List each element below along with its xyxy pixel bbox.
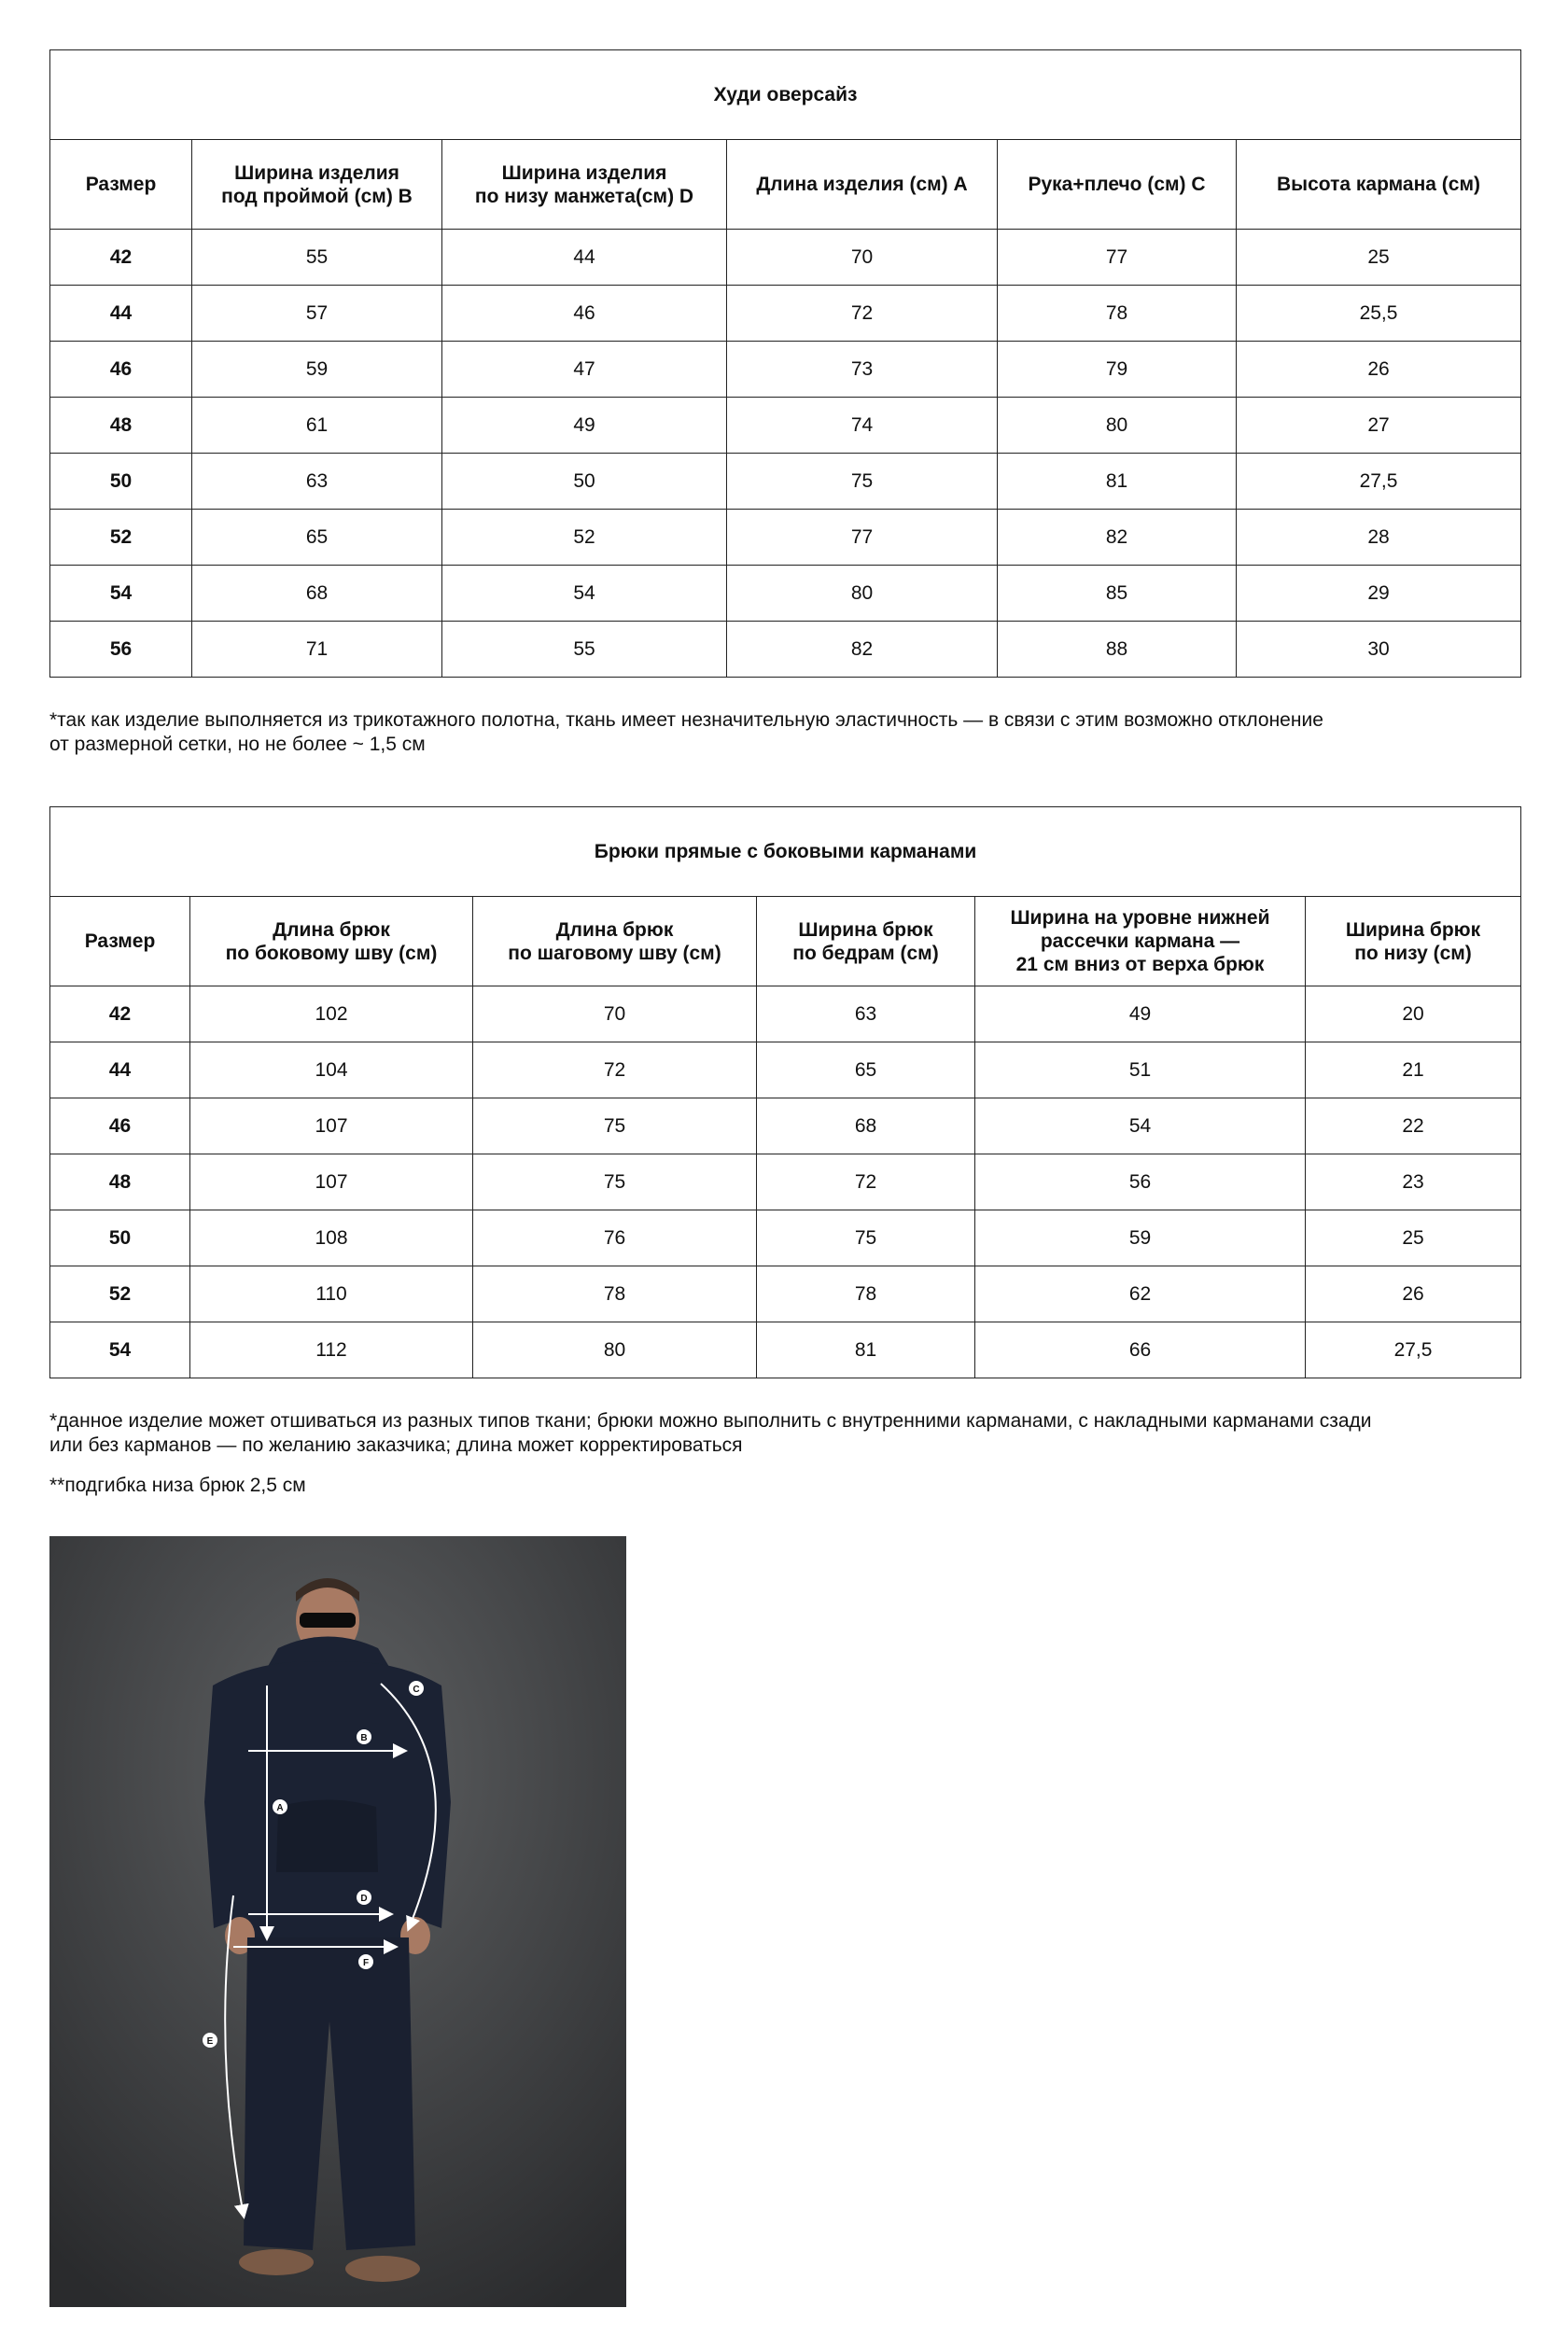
measurement-cell: 75 (757, 1210, 975, 1266)
measurement-cell: 80 (998, 398, 1237, 454)
measurement-cell: 49 (442, 398, 727, 454)
header-cell: Ширина изделия по низу манжета(см) D (442, 140, 727, 230)
measurement-cell: 46 (442, 286, 727, 342)
size-cell: 44 (50, 1042, 190, 1098)
measurement-cell: 72 (727, 286, 998, 342)
measurement-cell: 59 (975, 1210, 1306, 1266)
measurement-cell: 65 (757, 1042, 975, 1098)
measurement-cell: 54 (975, 1098, 1306, 1154)
measurement-cell: 28 (1237, 510, 1521, 566)
measurement-cell: 25 (1237, 230, 1521, 286)
measurement-cell: 61 (192, 398, 442, 454)
marker-a: A (276, 1803, 284, 1813)
size-cell: 46 (50, 342, 192, 398)
measurement-cell: 68 (192, 566, 442, 622)
header-cell: Ширина изделия под проймой (см) B (192, 140, 442, 230)
header-cell: Рука+плечо (см) C (998, 140, 1237, 230)
measurement-cell: 68 (757, 1098, 975, 1154)
model-measurement-photo (49, 1536, 626, 2307)
hoodie-table-row (50, 454, 1521, 510)
measurement-cell: 85 (998, 566, 1237, 622)
measurement-cell: 27,5 (1306, 1322, 1521, 1378)
pants-table-row (50, 1154, 1521, 1210)
size-cell: 42 (50, 986, 190, 1042)
hoodie-table-row (50, 342, 1521, 398)
measurement-cell: 102 (190, 986, 473, 1042)
measurement-cell: 81 (998, 454, 1237, 510)
measurement-cell: 63 (757, 986, 975, 1042)
measurement-cell: 62 (975, 1266, 1306, 1322)
pants-table-row (50, 1266, 1521, 1322)
measurement-cell: 75 (727, 454, 998, 510)
header-cell: Размер (50, 140, 192, 230)
measurement-cell: 26 (1237, 342, 1521, 398)
measurement-cell: 112 (190, 1322, 473, 1378)
measurement-cell: 82 (727, 622, 998, 678)
measurement-cell: 78 (757, 1266, 975, 1322)
measurement-cell: 110 (190, 1266, 473, 1322)
pants-footnote: *данное изделие может отшиваться из разных типов ткани; брюки можно выполнить с внутренними карманами, с накладными карманами сзади или без карманов — по желанию заказчика; длина может корректироваться (49, 1410, 1372, 1456)
size-cell: 54 (50, 566, 192, 622)
measurement-cell: 104 (190, 1042, 473, 1098)
hoodie-table-title: Худи оверсайз (50, 50, 1521, 140)
hoodie-table-row (50, 622, 1521, 678)
measurement-cell: 51 (975, 1042, 1306, 1098)
header-cell: Длина брюк по боковому шву (см) (190, 897, 473, 986)
measurement-cell: 72 (473, 1042, 757, 1098)
marker-e: E (206, 2036, 214, 2047)
hoodie-size-table (49, 49, 1521, 678)
measurement-cell: 29 (1237, 566, 1521, 622)
measurement-cell: 23 (1306, 1154, 1521, 1210)
measurement-cell: 30 (1237, 622, 1521, 678)
hoodie-header-row (50, 140, 1521, 230)
measurement-cell: 78 (998, 286, 1237, 342)
measurement-cell: 49 (975, 986, 1306, 1042)
size-cell: 52 (50, 1266, 190, 1322)
pants-size-table (49, 806, 1521, 1378)
hoodie-table-row (50, 398, 1521, 454)
measurement-cell: 65 (192, 510, 442, 566)
marker-b: B (360, 1733, 368, 1743)
marker-c: C (413, 1685, 420, 1695)
measurement-cell: 75 (473, 1098, 757, 1154)
measurement-cell: 52 (442, 510, 727, 566)
pants-table-title: Брюки прямые с боковыми карманами (50, 807, 1521, 897)
header-cell: Ширина на уровне нижней рассечки кармана — 21 см вниз от верха брюк (975, 897, 1306, 986)
size-cell: 48 (50, 1154, 190, 1210)
measurement-cell: 50 (442, 454, 727, 510)
measurement-cell: 22 (1306, 1098, 1521, 1154)
pants-table-row (50, 1098, 1521, 1154)
measurement-cell: 77 (727, 510, 998, 566)
sunglasses-icon (300, 1613, 356, 1628)
size-cell: 56 (50, 622, 192, 678)
header-cell: Высота кармана (см) (1237, 140, 1521, 230)
measurement-cell: 72 (757, 1154, 975, 1210)
measurement-cell: 59 (192, 342, 442, 398)
measurement-cell: 108 (190, 1210, 473, 1266)
measurement-cell: 76 (473, 1210, 757, 1266)
marker-f: F (362, 1958, 370, 1968)
hoodie-table-row (50, 230, 1521, 286)
measurement-cell: 79 (998, 342, 1237, 398)
pants-table-row (50, 986, 1521, 1042)
measurement-cell: 80 (473, 1322, 757, 1378)
pants-header-row (50, 897, 1521, 986)
measurement-cell: 56 (975, 1154, 1306, 1210)
measurement-cell: 27,5 (1237, 454, 1521, 510)
hem-footnote: **подгибка низа брюк 2,5 см (49, 1475, 306, 1496)
size-cell: 42 (50, 230, 192, 286)
measurement-cell: 27 (1237, 398, 1521, 454)
measurement-cell: 25 (1306, 1210, 1521, 1266)
marker-d: D (360, 1894, 368, 1904)
measurement-cell: 70 (727, 230, 998, 286)
measurement-cell: 26 (1306, 1266, 1521, 1322)
size-cell: 50 (50, 1210, 190, 1266)
measurement-cell: 88 (998, 622, 1237, 678)
hoodie-table-row (50, 286, 1521, 342)
header-cell: Длина брюк по шаговому шву (см) (473, 897, 757, 986)
size-cell: 46 (50, 1098, 190, 1154)
pants-table-row (50, 1210, 1521, 1266)
measurement-cell: 20 (1306, 986, 1521, 1042)
measurement-cell: 25,5 (1237, 286, 1521, 342)
measurement-cell: 47 (442, 342, 727, 398)
measurement-cell: 57 (192, 286, 442, 342)
measurement-cell: 71 (192, 622, 442, 678)
size-cell: 52 (50, 510, 192, 566)
pants-table-row (50, 1322, 1521, 1378)
size-cell: 48 (50, 398, 192, 454)
hoodie-table-row (50, 510, 1521, 566)
measurement-cell: 107 (190, 1098, 473, 1154)
measurement-cell: 44 (442, 230, 727, 286)
measurement-cell: 21 (1306, 1042, 1521, 1098)
measurement-cell: 81 (757, 1322, 975, 1378)
size-cell: 54 (50, 1322, 190, 1378)
size-cell: 44 (50, 286, 192, 342)
header-cell: Ширина брюк по низу (см) (1306, 897, 1521, 986)
measurement-cell: 75 (473, 1154, 757, 1210)
measurement-cell: 63 (192, 454, 442, 510)
header-cell: Размер (50, 897, 190, 986)
pants-table-row (50, 1042, 1521, 1098)
header-cell: Ширина брюк по бедрам (см) (757, 897, 975, 986)
measurement-cell: 73 (727, 342, 998, 398)
measurement-cell: 77 (998, 230, 1237, 286)
measurement-cell: 78 (473, 1266, 757, 1322)
measurement-cell: 66 (975, 1322, 1306, 1378)
measurement-cell: 55 (442, 622, 727, 678)
hoodie-table-row (50, 566, 1521, 622)
measurement-cell: 54 (442, 566, 727, 622)
measurement-cell: 80 (727, 566, 998, 622)
hoodie-footnote: *так как изделие выполняется из трикотажного полотна, ткань имеет незначительную эластичность — в связи с этим возможно отклонение от размерной сетки, но не более ~ 1,5 см (49, 709, 1323, 755)
header-cell: Длина изделия (см) A (727, 140, 998, 230)
measurement-cell: 74 (727, 398, 998, 454)
measurement-cell: 82 (998, 510, 1237, 566)
size-cell: 50 (50, 454, 192, 510)
measurement-cell: 55 (192, 230, 442, 286)
measurement-cell: 70 (473, 986, 757, 1042)
measurement-cell: 107 (190, 1154, 473, 1210)
